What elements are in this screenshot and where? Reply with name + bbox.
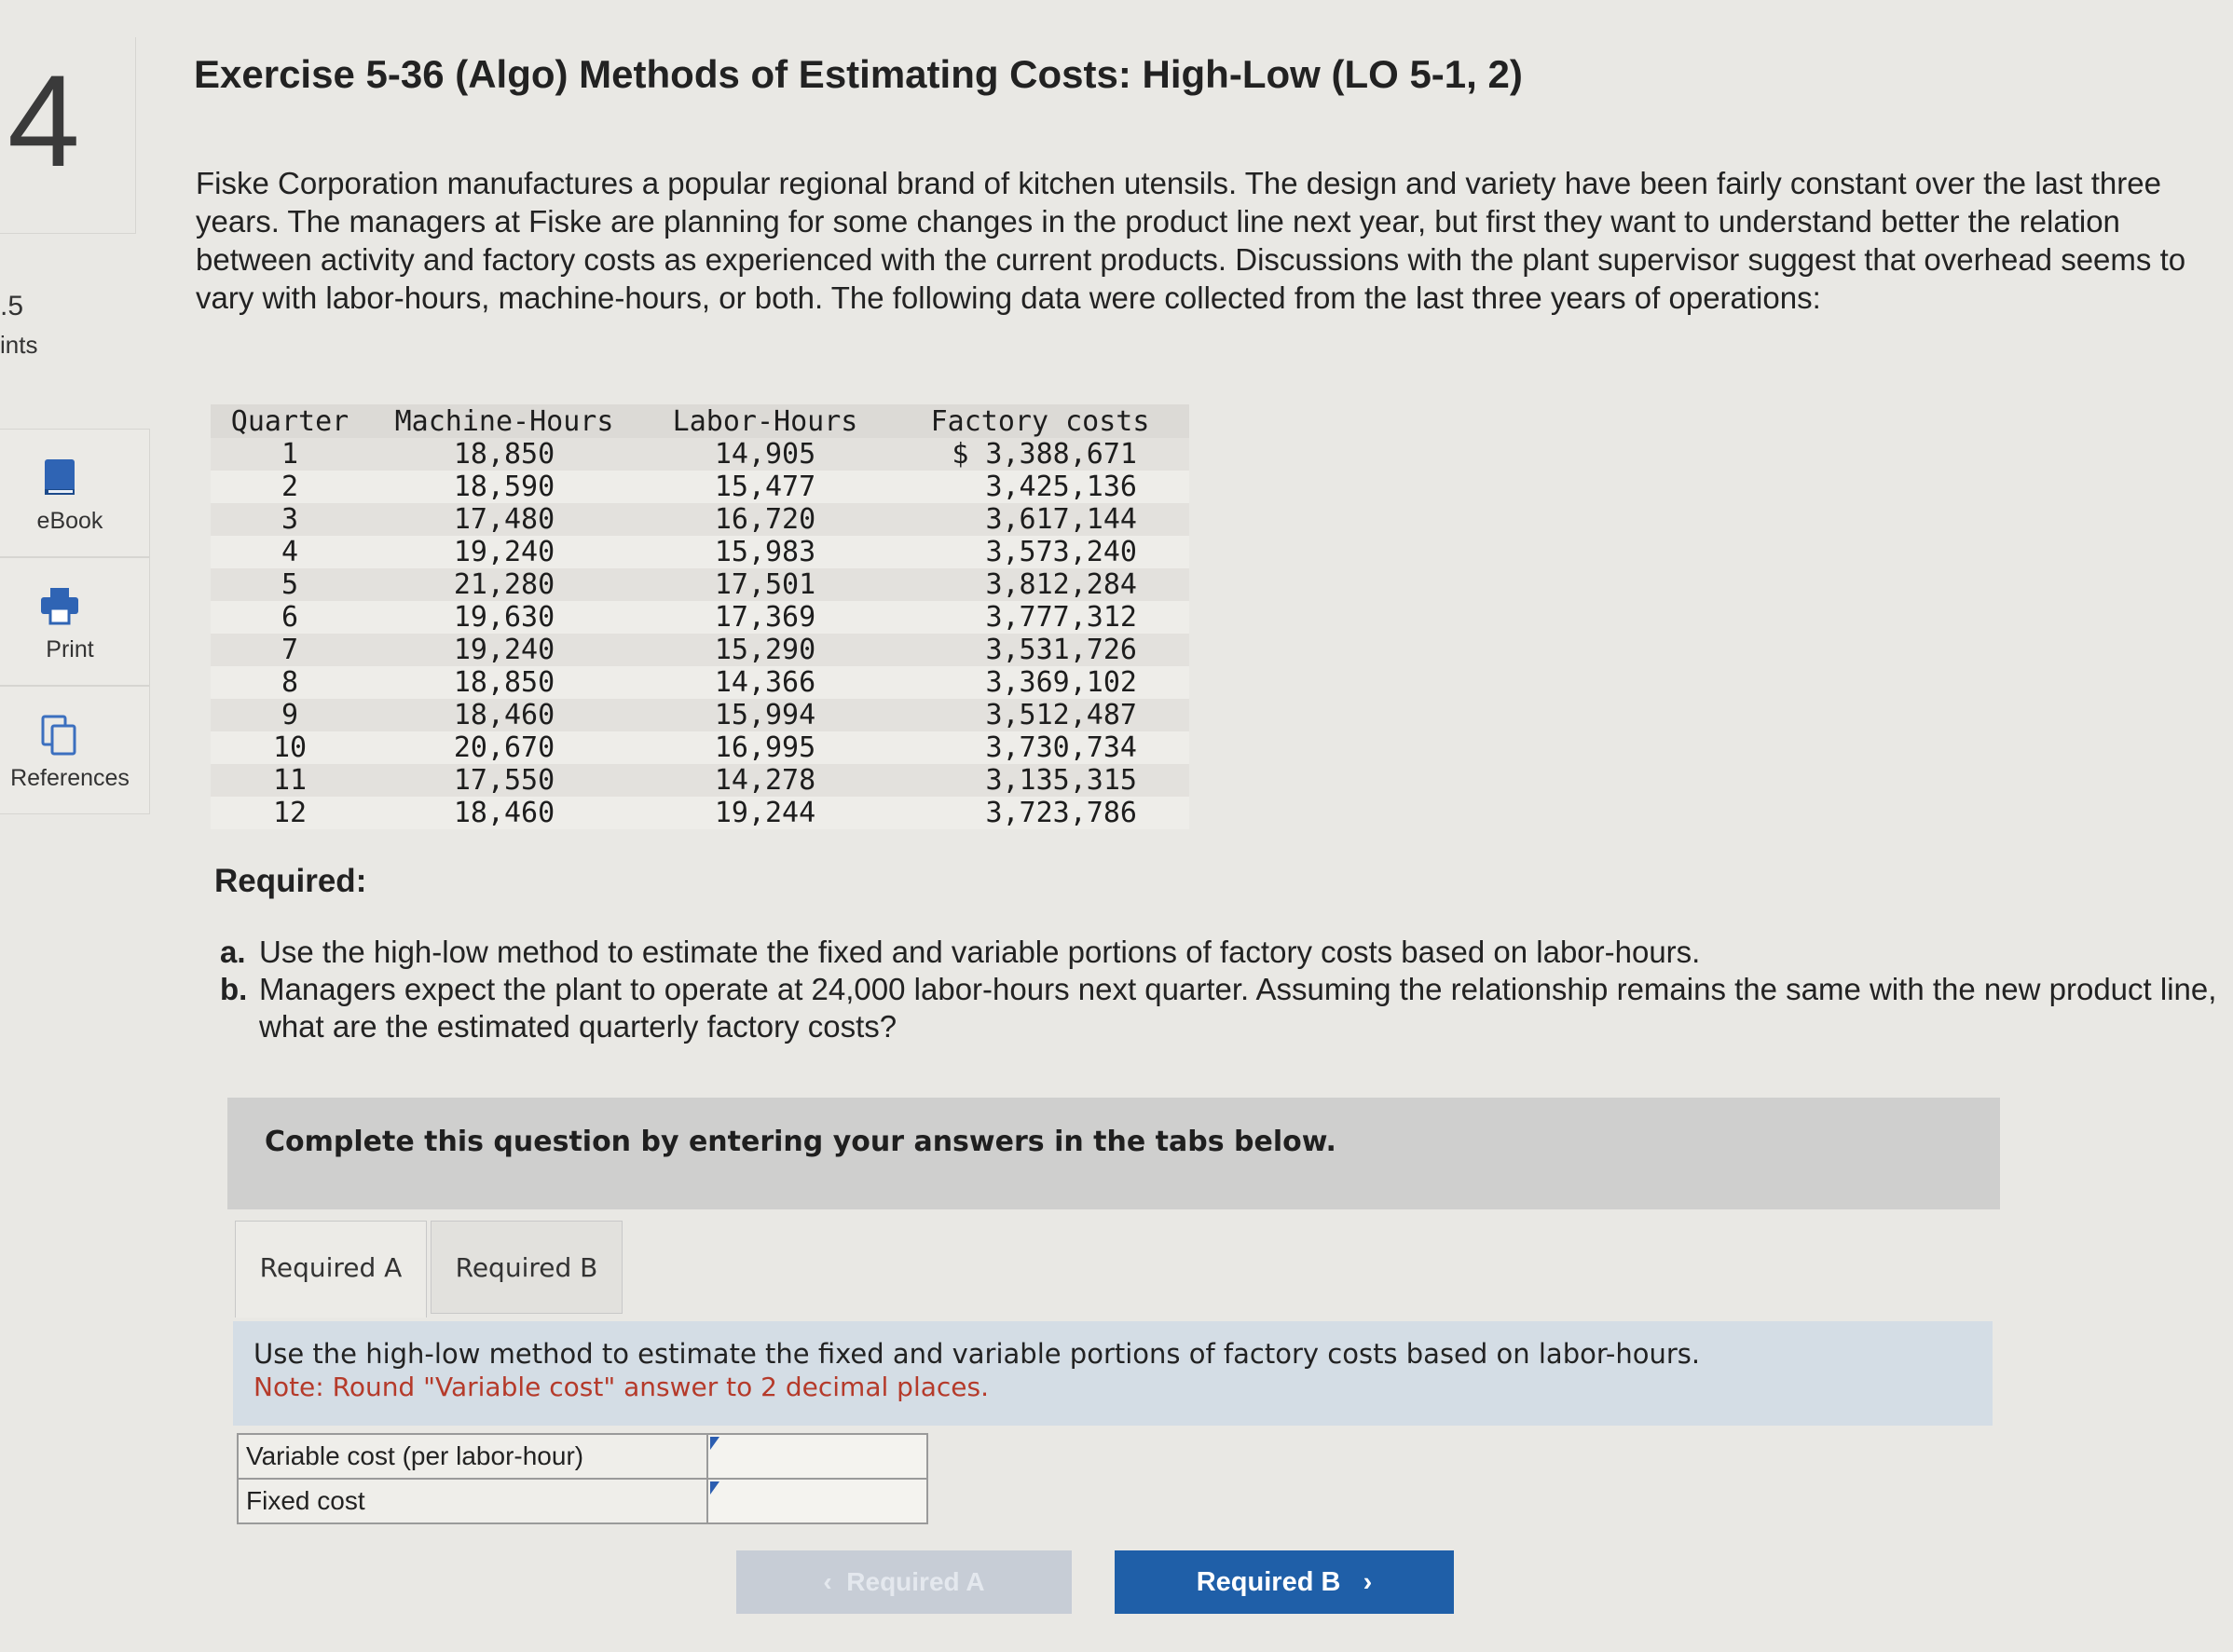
next-button-label: Required B: [1196, 1567, 1341, 1597]
cell-labor-hours: 15,290: [639, 634, 891, 666]
table-row: [211, 601, 1189, 634]
tab-label: Required A: [259, 1252, 403, 1283]
book-icon: [39, 457, 80, 498]
variable-cost-input[interactable]: [708, 1436, 926, 1477]
cell-quarter: 5: [211, 568, 369, 601]
answer-table: [237, 1433, 928, 1524]
cell-factory-costs: 3,425,136: [891, 471, 1189, 503]
cell-quarter: 6: [211, 601, 369, 634]
points-value: .5: [0, 291, 24, 321]
references-label: References: [10, 765, 130, 791]
cell-quarter: 1: [211, 438, 369, 471]
print-button[interactable]: [0, 557, 150, 686]
cell-labor-hours: 14,905: [639, 438, 891, 471]
prev-button-label: Required A: [846, 1567, 985, 1596]
required-item-label: b.: [220, 972, 248, 1006]
ebook-label: eBook: [36, 508, 103, 534]
tab-required-b[interactable]: [431, 1221, 623, 1314]
cell-quarter: 10: [211, 731, 369, 764]
cell-factory-costs: 3,531,726: [891, 634, 1189, 666]
cell-factory-costs: 3,730,734: [891, 731, 1189, 764]
question-panel: [233, 1321, 1993, 1426]
table-row: [211, 764, 1189, 797]
cell-quarter: 9: [211, 699, 369, 731]
cell-factory-costs: 3,369,102: [891, 666, 1189, 699]
cell-factory-costs: 3,135,315: [891, 764, 1189, 797]
table-row: [211, 699, 1189, 731]
cell-factory-costs: 3,512,487: [891, 699, 1189, 731]
cell-quarter: 2: [211, 471, 369, 503]
table-row: [211, 536, 1189, 568]
cell-machine-hours: 18,850: [369, 438, 639, 471]
cell-labor-hours: 15,983: [639, 536, 891, 568]
points-label: ints: [0, 331, 38, 359]
panel-note: Note: Round "Variable cost" answer to 2 decimal places.: [253, 1372, 989, 1402]
cell-quarter: 11: [211, 764, 369, 797]
table-header-row: [211, 404, 1189, 438]
required-heading: Required:: [214, 863, 367, 899]
cell-machine-hours: 18,590: [369, 471, 639, 503]
cell-quarter: 4: [211, 536, 369, 568]
variable-cost-cell: [707, 1434, 927, 1479]
table-row: [211, 731, 1189, 764]
prev-required-a-button[interactable]: [736, 1550, 1072, 1614]
cell-machine-hours: 19,630: [369, 601, 639, 634]
required-item-a: [220, 934, 2224, 971]
next-required-b-button[interactable]: [1115, 1550, 1454, 1614]
table-row: [211, 471, 1189, 503]
table-row: [211, 666, 1189, 699]
question-number: 4: [7, 48, 80, 194]
references-button[interactable]: [0, 686, 150, 814]
table-row: [211, 797, 1189, 829]
cell-labor-hours: 14,366: [639, 666, 891, 699]
cell-machine-hours: 17,550: [369, 764, 639, 797]
banner-text: Complete this question by entering your answers in the tabs below.: [265, 1126, 1336, 1158]
instructions-banner: [227, 1098, 2000, 1209]
exercise-intro: Fiske Corporation manufactures a popular regional brand of kitchen utensils. The design and variety have been fairly constant over the last three years. The managers at Fiske are planning for some changes in the product line next year, but first they want to understand better the relation between activity and factory costs as experienced with the current products. Discussions with the plant supervisor suggest that overhead seems to vary with labor-hours, machine-hours, or both. The following data were collected from the last three years of operations:: [196, 166, 2186, 315]
tab-label: Required B: [455, 1252, 598, 1283]
table-row: [211, 503, 1189, 536]
cell-factory-costs: 3,723,786: [891, 797, 1189, 829]
panel-instruction: Use the high-low method to estimate the fixed and variable portions of factory costs based on labor-hours.: [253, 1338, 1701, 1370]
cell-machine-hours: 18,460: [369, 699, 639, 731]
variable-cost-label: Variable cost (per labor-hour): [238, 1434, 707, 1479]
header-labor-hours: Labor-Hours: [639, 404, 891, 438]
cell-labor-hours: 17,369: [639, 601, 891, 634]
input-marker-icon: [710, 1481, 719, 1495]
cell-factory-costs: 3,777,312: [891, 601, 1189, 634]
cell-factory-costs: 3,617,144: [891, 503, 1189, 536]
cell-quarter: 7: [211, 634, 369, 666]
cell-machine-hours: 18,460: [369, 797, 639, 829]
fixed-cost-label: Fixed cost: [238, 1479, 707, 1523]
answer-row-fixed-cost: [238, 1479, 927, 1523]
copy-icon: [39, 715, 80, 756]
cell-labor-hours: 16,995: [639, 731, 891, 764]
header-machine-hours: Machine-Hours: [369, 404, 639, 438]
fixed-cost-input[interactable]: [708, 1481, 926, 1522]
header-factory-costs: Factory costs: [891, 404, 1189, 438]
header-quarter: Quarter: [211, 404, 369, 438]
cell-machine-hours: 19,240: [369, 634, 639, 666]
ebook-button[interactable]: [0, 429, 150, 557]
cell-labor-hours: 15,994: [639, 699, 891, 731]
tab-required-a[interactable]: [235, 1221, 427, 1318]
print-label: Print: [46, 636, 94, 662]
cell-machine-hours: 20,670: [369, 731, 639, 764]
cell-machine-hours: 17,480: [369, 503, 639, 536]
cell-quarter: 12: [211, 797, 369, 829]
cost-data-table: [211, 404, 1189, 829]
input-marker-icon: [710, 1437, 719, 1450]
required-item-text: Managers expect the plant to operate at 24,000 labor-hours next quarter. Assuming the relationship remains the same with the new product line, what are the estimated quarterly factory costs?: [259, 972, 2217, 1044]
fixed-cost-cell: [707, 1479, 927, 1523]
table-row: [211, 568, 1189, 601]
required-item-text: Use the high-low method to estimate the fixed and variable portions of factory costs based on labor-hours.: [259, 935, 1701, 969]
cell-factory-costs: $ 3,388,671: [891, 438, 1189, 471]
required-list: [220, 934, 2224, 1045]
cell-factory-costs: 3,573,240: [891, 536, 1189, 568]
table-row: [211, 438, 1189, 471]
cell-quarter: 3: [211, 503, 369, 536]
cell-quarter: 8: [211, 666, 369, 699]
exercise-title: Exercise 5-36 (Algo) Methods of Estimating Costs: High-Low (LO 5-1, 2): [194, 52, 1523, 96]
chevron-left-icon: ‹: [823, 1567, 847, 1596]
cell-labor-hours: 17,501: [639, 568, 891, 601]
answer-row-variable-cost: [238, 1434, 927, 1479]
cell-machine-hours: 18,850: [369, 666, 639, 699]
cell-labor-hours: 15,477: [639, 471, 891, 503]
cell-machine-hours: 19,240: [369, 536, 639, 568]
cell-labor-hours: 16,720: [639, 503, 891, 536]
table-row: [211, 634, 1189, 666]
required-item-label: a.: [220, 935, 246, 969]
printer-icon: [39, 586, 80, 627]
chevron-right-icon: ›: [1340, 1567, 1373, 1597]
required-item-b: [220, 971, 2224, 1045]
cell-labor-hours: 19,244: [639, 797, 891, 829]
cell-labor-hours: 14,278: [639, 764, 891, 797]
cell-machine-hours: 21,280: [369, 568, 639, 601]
cell-factory-costs: 3,812,284: [891, 568, 1189, 601]
